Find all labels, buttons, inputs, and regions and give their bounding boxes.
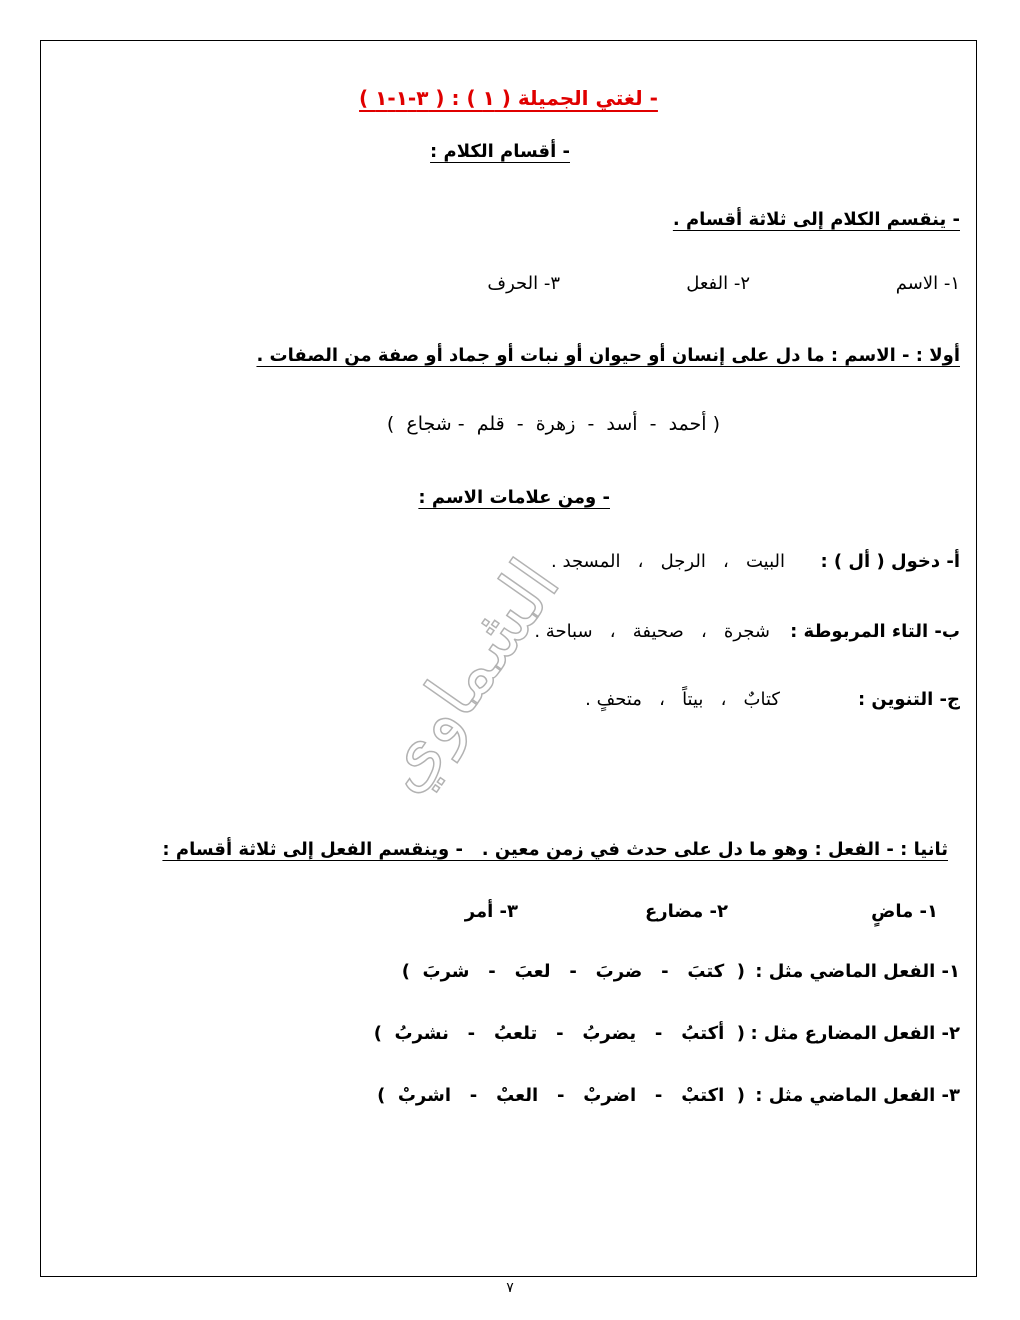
speech-part-noun: ١- الاسم (895, 273, 960, 294)
noun-definition: أولا : - الاسم : ما دل على إنسان أو حيوان أو نبات أو جماد أو صفة من الصفات . (256, 345, 960, 366)
verb-type-imperative: ٣- أمر (464, 901, 518, 922)
page-number: ٧ (506, 1280, 514, 1296)
verb-definition: ثانيا : - الفعل : وهو ما دل على حدث في زمن معين . - وينقسم الفعل إلى ثلاثة أقسام : (162, 839, 948, 860)
sign-label: أ- دخول ( أل ) : (820, 551, 960, 572)
speech-part-verb: ٢- الفعل (686, 273, 750, 294)
verb-example-label: ١- الفعل الماضي مثل : (755, 961, 960, 982)
noun-examples: ( أحمد - أسد - زهرة - قلم - شجاع ) (386, 413, 720, 435)
noun-signs-title: - ومن علامات الاسم : (418, 487, 610, 508)
page-title: - لغتي الجميلة ( ١ ) : ( ٣-١-١ ) (359, 86, 658, 110)
verb-example-words: ( كتبَ - ضربَ - لعبَ - شربَ ) (401, 961, 745, 982)
intro-text: - ينقسم الكلام إلى ثلاثة أقسام . (672, 209, 960, 230)
verb-example-words: ( اكتبْ - اضربْ - العبْ - اشربْ ) (377, 1085, 745, 1106)
section-title: - أقسام الكلام : (430, 141, 570, 162)
verb-example-label: ٢- الفعل المضارع مثل : (750, 1023, 960, 1044)
verb-example-words: ( أكتبُ - يضربُ - تلعبُ - نشربُ ) (373, 1023, 745, 1044)
sign-examples: البيت ، الرجل ، المسجد . (551, 551, 785, 572)
verb-example-label: ٣- الفعل الماضي مثل : (755, 1085, 960, 1106)
sign-examples: كتابٌ ، بيتاً ، متحفٍ . (585, 689, 780, 710)
sign-label: ج- التنوين : (857, 689, 960, 710)
speech-part-letter: ٣- الحرف (487, 273, 560, 294)
watermark-signature: الشماوي (357, 544, 576, 807)
verb-type-past: ١- ماضٍ (871, 901, 938, 922)
sign-examples: شجرة ، صحيفة ، سباحة . (534, 621, 770, 642)
verb-type-present: ٢- مضارع (644, 901, 728, 922)
sign-label: ب- التاء المربوطة : (790, 621, 960, 642)
